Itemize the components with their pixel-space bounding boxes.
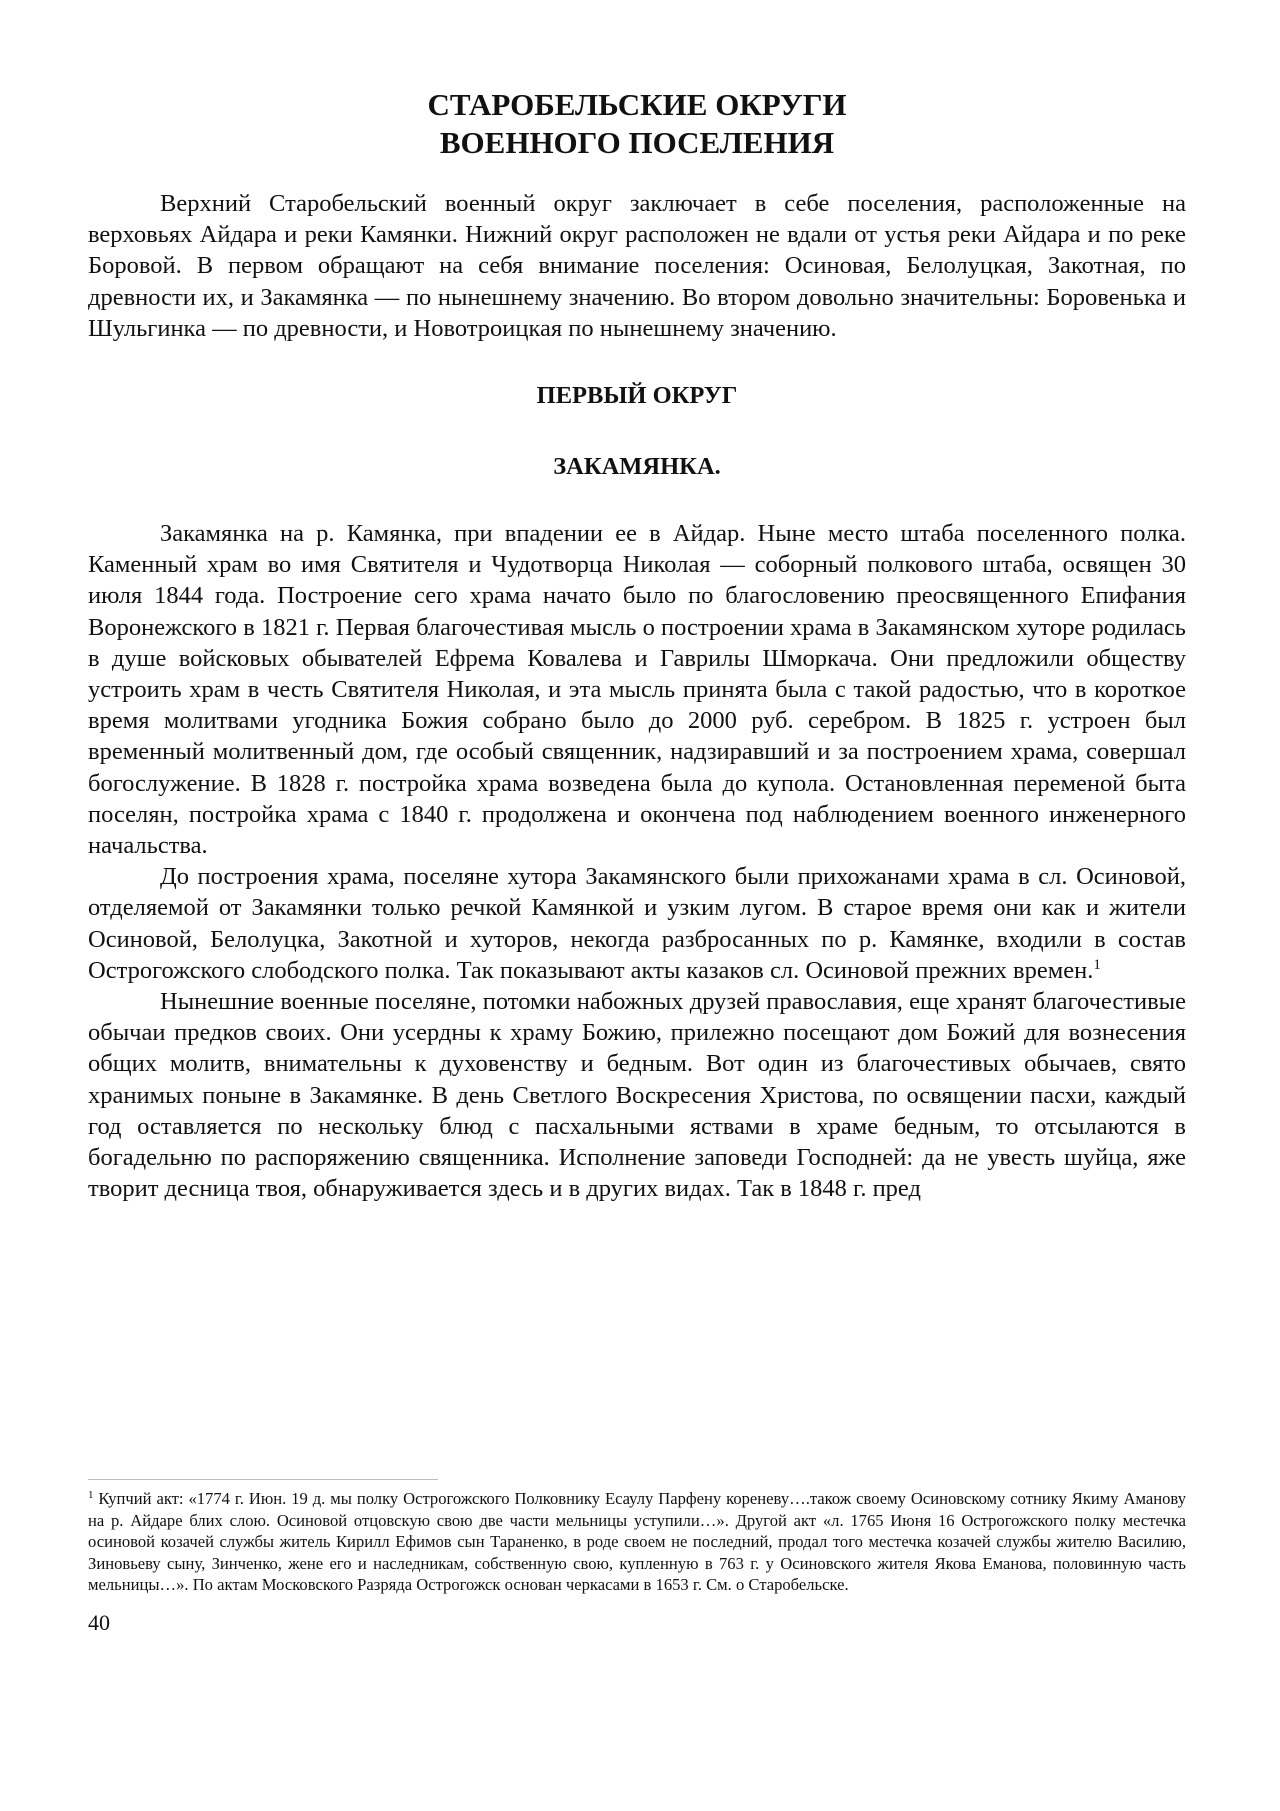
subsection-heading: ЗАКАМЯНКА. (553, 453, 721, 481)
paragraph-2 (88, 861, 1186, 986)
footnote-separator (88, 1479, 438, 1480)
paragraph-1: Закамянка на р. Камянка, при впадении ее в Айдар. Ныне место штаба поселенного полка. Каменный храм во имя Святителя и Чудотворца Николая — соборный полкового штаба, освящен 30 июля 1844 года. Построение сего храма начато было по благословению преосвященного Епифания Воронежского в 1821 г. Первая благочестивая мысль о построении храма в Закамянском хуторе родилась в душе войсковых обывателей Ефрема Ковалева и Гаврилы Шморкача. Они предложили обществу устроить храм в честь Святителя Николая, и эта мысль принята была с такой радостью, что в короткое время молитвами угодника Божия собрано было до 2000 руб. серебром. В 1825 г. устроен был временный молитвенный дом, где особый священник, надзиравший и за построением храма, совершал богослужение. В 1828 г. постройка храма возведена была до купола. Остановленная переменой быта поселян, постройка храма с 1840 г. продолжена и окончена под наблюдением военного инженерного начальства. (88, 520, 1186, 860)
title-line-1: СТАРОБЕЛЬСКИЕ ОКРУГИ (427, 87, 847, 122)
footnote-text: Купчий акт: «1774 г. Июн. 19 д. мы полку Острогожского Полковнику Есаулу Парфену кореневу….також своему Осиновскому сотнику Якиму Аманову на р. Айдаре блих слою. Осиновой отцовскую свою две части мельницы уступили…». Другой акт «л. 1765 Июня 16 Острогожского полку местечка осиновой козачей службы житель Кирилл Ефимов сын Тараненко, в роде своем не последний, продал того местечка козачей службы жителю Василию, Зиновьеву сыну, Зинченко, жене его и наследникам, собственную свою, купленную в 763 г. у Осиновского жителя Якова Еманова, половинную часть мельницы…». По актам Московского Разряда Острогожск основан черкасами в 1653 г. См. о Старобельске. (88, 1489, 1186, 1594)
page-number: 40 (88, 1610, 110, 1635)
page-title (88, 86, 1186, 162)
paragraph-3: Нынешние военные поселяне, потомки набожных друзей православия, еще хранят благочестивые обычаи предков своих. Они усердны к храму Божию, прилежно посещают дом Божий для вознесения общих молитв, внимательны к духовенству и бедным. Вот один из благочестивых обычаев, свято хранимых поныне в Закамянке. В день Светлого Воскресения Христова, по освящении пасхи, каждый год оставляется по нескольку блюд с пасхальными яствами в храме бедным, то отсылаются в богадельню по распоряжению священника. Исполнение заповеди Господней: да не увесть шуйца, яже творит десница твоя, обнаруживается здесь и в других видах. Так в 1848 г. пред (88, 988, 1186, 1203)
footnote-1 (88, 1488, 1186, 1596)
page-content (88, 86, 1186, 1204)
paragraph-2-text: До построения храма, поселяне хутора Закамянского были прихожанами храма в сл. Осиновой, отделяемой от Закамянки только речкой Камянкой и узким лугом. В старое время они как и жители Осиновой, Белолуцка, Закотной и хуторов, некогда разбросанных по р. Камянке, входили в состав Острогожского слободского полка. Так показывают акты казаков сл. Осиновой прежних времен. (88, 863, 1186, 984)
footnote-reference[interactable]: 1 (1093, 956, 1101, 973)
footnote-marker: 1 (88, 1489, 94, 1501)
footnotes (88, 1479, 1186, 1596)
title-line-2: ВОЕННОГО ПОСЕЛЕНИЯ (439, 125, 835, 160)
intro-paragraph: Верхний Старобельский военный округ заключает в себе поселения, расположенные на верховьях Айдара и реки Камянки. Нижний округ расположен не вдали от устья реки Айдара и по реке Боровой. В первом обращают на себя внимание поселения: Осиновая, Белолуцкая, Закотная, по древности их, и Закамянка — по нынешнему значению. Во втором довольно значительны: Боровенька и Шульгинка — по древности, и Новотроицкая по нынешнему значению. (88, 190, 1186, 342)
section-heading: ПЕРВЫЙ ОКРУГ (536, 382, 738, 410)
